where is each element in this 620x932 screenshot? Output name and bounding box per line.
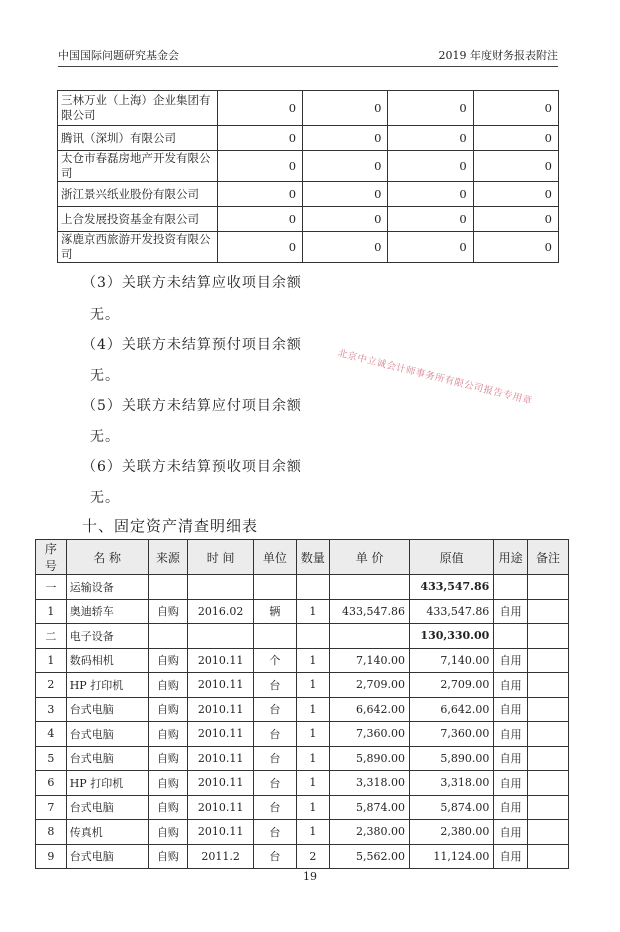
cell-price: 5,874.00 <box>330 795 410 820</box>
cell-use <box>494 624 528 649</box>
cell-price: 7,140.00 <box>330 648 410 673</box>
cell-price: 2,380.00 <box>330 820 410 845</box>
cell-seq: 8 <box>36 820 67 845</box>
table-row <box>36 844 569 869</box>
table-row <box>58 182 559 207</box>
company-name: 三林万业（上海）企业集团有限公司 <box>58 91 218 126</box>
page-number: 19 <box>303 870 317 883</box>
table-row <box>36 697 569 722</box>
cell-note <box>527 697 568 722</box>
balance-cell: 0 <box>473 232 558 263</box>
cell-date: 2010.11 <box>188 771 254 796</box>
table-row <box>58 207 559 232</box>
cell-src: 自购 <box>148 722 188 747</box>
cell-use: 自用 <box>494 795 528 820</box>
cell-src: 自购 <box>148 820 188 845</box>
cell-unit: 个 <box>254 648 296 673</box>
header-org: 中国国际问题研究基金会 <box>58 49 179 62</box>
cell-unit: 辆 <box>254 599 296 624</box>
table-row <box>36 820 569 845</box>
balance-cell: 0 <box>388 151 473 182</box>
cell-price: 5,890.00 <box>330 746 410 771</box>
cell-value: 3,318.00 <box>410 771 494 796</box>
cell-qty: 1 <box>296 722 330 747</box>
cell-name: HP 打印机 <box>66 673 148 698</box>
cell-src: 自购 <box>148 746 188 771</box>
cell-src: 自购 <box>148 771 188 796</box>
cell-price: 5,562.00 <box>330 844 410 869</box>
cell-use <box>494 575 528 600</box>
cell-date: 2016.02 <box>188 599 254 624</box>
balance-cell: 0 <box>217 182 302 207</box>
cell-date: 2010.11 <box>188 746 254 771</box>
item-6-title: （6）关联方未结算预收项目余额 <box>82 459 302 475</box>
cell-qty: 1 <box>296 820 330 845</box>
cell-value: 433,547.86 <box>410 575 494 600</box>
cell-seq: 6 <box>36 771 67 796</box>
cell-src <box>148 575 188 600</box>
cell-note <box>527 575 568 600</box>
table-row <box>36 795 569 820</box>
company-name: 太仓市春磊房地产开发有限公司 <box>58 151 218 182</box>
table-row <box>58 91 559 126</box>
cell-seq: 二 <box>36 624 67 649</box>
balance-cell: 0 <box>303 182 388 207</box>
balance-cell: 0 <box>473 126 558 151</box>
table-row <box>36 722 569 747</box>
table-row <box>36 648 569 673</box>
cell-name: 台式电脑 <box>66 722 148 747</box>
cell-use: 自用 <box>494 722 528 747</box>
cell-date: 2010.11 <box>188 820 254 845</box>
cell-use: 自用 <box>494 746 528 771</box>
cell-value: 5,890.00 <box>410 746 494 771</box>
cell-note <box>527 746 568 771</box>
balance-cell: 0 <box>303 151 388 182</box>
table-row <box>58 126 559 151</box>
cell-date: 2010.11 <box>188 697 254 722</box>
cell-price: 3,318.00 <box>330 771 410 796</box>
balance-cell: 0 <box>217 232 302 263</box>
balance-cell: 0 <box>303 126 388 151</box>
cell-price: 433,547.86 <box>330 599 410 624</box>
col-source: 来源 <box>148 540 188 575</box>
cell-date: 2010.11 <box>188 722 254 747</box>
balance-cell: 0 <box>303 91 388 126</box>
col-seq: 序号 <box>36 540 67 575</box>
cell-date: 2010.11 <box>188 795 254 820</box>
cell-qty: 1 <box>296 746 330 771</box>
cell-use: 自用 <box>494 820 528 845</box>
table-row <box>36 771 569 796</box>
cell-price: 7,360.00 <box>330 722 410 747</box>
related-party-table <box>57 90 559 263</box>
cell-value: 6,642.00 <box>410 697 494 722</box>
col-price: 单 价 <box>330 540 410 575</box>
cell-seq: 1 <box>36 599 67 624</box>
item-4-body: 无。 <box>90 368 120 384</box>
section-title: 十、固定资产清查明细表 <box>82 517 259 535</box>
cell-value: 7,360.00 <box>410 722 494 747</box>
cell-date: 2010.11 <box>188 673 254 698</box>
official-stamp: 北京中立诚会计师事务所有限公司报告专用章 <box>336 347 534 407</box>
cell-unit: 台 <box>254 722 296 747</box>
cell-src: 自购 <box>148 673 188 698</box>
cell-qty <box>296 624 330 649</box>
cell-note <box>527 771 568 796</box>
cell-unit: 台 <box>254 820 296 845</box>
cell-unit: 台 <box>254 746 296 771</box>
balance-cell: 0 <box>217 126 302 151</box>
group-row <box>36 575 569 600</box>
balance-cell: 0 <box>388 182 473 207</box>
cell-value: 5,874.00 <box>410 795 494 820</box>
cell-seq: 5 <box>36 746 67 771</box>
balance-cell: 0 <box>303 207 388 232</box>
cell-note <box>527 624 568 649</box>
cell-note <box>527 820 568 845</box>
cell-qty <box>296 575 330 600</box>
page-header <box>58 46 558 67</box>
cell-name: 台式电脑 <box>66 746 148 771</box>
cell-unit: 台 <box>254 844 296 869</box>
cell-name: 运输设备 <box>66 575 148 600</box>
balance-cell: 0 <box>217 151 302 182</box>
cell-use: 自用 <box>494 673 528 698</box>
cell-unit: 台 <box>254 771 296 796</box>
cell-use: 自用 <box>494 599 528 624</box>
cell-unit: 台 <box>254 673 296 698</box>
cell-seq: 1 <box>36 648 67 673</box>
cell-qty: 1 <box>296 697 330 722</box>
cell-date <box>188 624 254 649</box>
cell-qty: 1 <box>296 599 330 624</box>
cell-value: 2,380.00 <box>410 820 494 845</box>
balance-cell: 0 <box>388 91 473 126</box>
cell-value: 2,709.00 <box>410 673 494 698</box>
balance-cell: 0 <box>388 232 473 263</box>
cell-price <box>330 624 410 649</box>
cell-name: HP 打印机 <box>66 771 148 796</box>
company-name: 涿鹿京西旅游开发投资有限公司 <box>58 232 218 263</box>
cell-seq: 2 <box>36 673 67 698</box>
cell-date: 2010.11 <box>188 648 254 673</box>
cell-name: 台式电脑 <box>66 844 148 869</box>
cell-value: 433,547.86 <box>410 599 494 624</box>
cell-src: 自购 <box>148 844 188 869</box>
cell-name: 奥迪轿车 <box>66 599 148 624</box>
company-name: 腾讯（深圳）有限公司 <box>58 126 218 151</box>
cell-unit <box>254 575 296 600</box>
balance-cell: 0 <box>303 232 388 263</box>
table-row <box>36 673 569 698</box>
cell-seq: 4 <box>36 722 67 747</box>
cell-src: 自购 <box>148 697 188 722</box>
table-row <box>58 151 559 182</box>
cell-name: 数码相机 <box>66 648 148 673</box>
group-row <box>36 624 569 649</box>
col-use: 用途 <box>494 540 528 575</box>
cell-qty: 1 <box>296 795 330 820</box>
cell-note <box>527 599 568 624</box>
item-5-title: （5）关联方未结算应付项目余额 <box>82 398 302 414</box>
cell-use: 自用 <box>494 771 528 796</box>
item-3-title: （3）关联方未结算应收项目余额 <box>82 275 302 291</box>
balance-cell: 0 <box>473 91 558 126</box>
col-value: 原值 <box>410 540 494 575</box>
cell-name: 传真机 <box>66 820 148 845</box>
cell-src: 自购 <box>148 599 188 624</box>
cell-value: 130,330.00 <box>410 624 494 649</box>
item-5-body: 无。 <box>90 429 120 445</box>
balance-cell: 0 <box>473 207 558 232</box>
cell-note <box>527 795 568 820</box>
cell-note <box>527 673 568 698</box>
company-name: 浙江景兴纸业股份有限公司 <box>58 182 218 207</box>
cell-use: 自用 <box>494 697 528 722</box>
cell-seq: 3 <box>36 697 67 722</box>
cell-name: 电子设备 <box>66 624 148 649</box>
col-note: 备注 <box>527 540 568 575</box>
col-unit: 单位 <box>254 540 296 575</box>
cell-name: 台式电脑 <box>66 697 148 722</box>
cell-note <box>527 722 568 747</box>
item-6-body: 无。 <box>90 490 120 506</box>
cell-seq: 7 <box>36 795 67 820</box>
cell-seq: 9 <box>36 844 67 869</box>
balance-cell: 0 <box>473 151 558 182</box>
cell-price <box>330 575 410 600</box>
cell-name: 台式电脑 <box>66 795 148 820</box>
cell-date <box>188 575 254 600</box>
cell-unit: 台 <box>254 795 296 820</box>
col-name: 名 称 <box>66 540 148 575</box>
cell-value: 11,124.00 <box>410 844 494 869</box>
cell-price: 2,709.00 <box>330 673 410 698</box>
fixed-assets-table <box>35 539 569 869</box>
cell-unit <box>254 624 296 649</box>
balance-cell: 0 <box>473 182 558 207</box>
header-doc-title: 2019 年度财务报表附注 <box>438 49 558 62</box>
table-row <box>58 232 559 263</box>
balance-cell: 0 <box>388 126 473 151</box>
cell-note <box>527 844 568 869</box>
cell-src: 自购 <box>148 795 188 820</box>
company-name: 上合发展投资基金有限公司 <box>58 207 218 232</box>
balance-cell: 0 <box>388 207 473 232</box>
cell-src <box>148 624 188 649</box>
cell-date: 2011.2 <box>188 844 254 869</box>
cell-use: 自用 <box>494 648 528 673</box>
cell-seq: 一 <box>36 575 67 600</box>
balance-cell: 0 <box>217 207 302 232</box>
table-row <box>36 746 569 771</box>
cell-qty: 1 <box>296 673 330 698</box>
cell-note <box>527 648 568 673</box>
cell-price: 6,642.00 <box>330 697 410 722</box>
cell-qty: 2 <box>296 844 330 869</box>
cell-src: 自购 <box>148 648 188 673</box>
cell-use: 自用 <box>494 844 528 869</box>
item-3-body: 无。 <box>90 307 120 323</box>
table-header-row <box>36 540 569 575</box>
col-date: 时 间 <box>188 540 254 575</box>
cell-value: 7,140.00 <box>410 648 494 673</box>
cell-unit: 台 <box>254 697 296 722</box>
item-4-title: （4）关联方未结算预付项目余额 <box>82 337 302 353</box>
cell-qty: 1 <box>296 771 330 796</box>
cell-qty: 1 <box>296 648 330 673</box>
col-qty: 数量 <box>296 540 330 575</box>
balance-cell: 0 <box>217 91 302 126</box>
table-row <box>36 599 569 624</box>
